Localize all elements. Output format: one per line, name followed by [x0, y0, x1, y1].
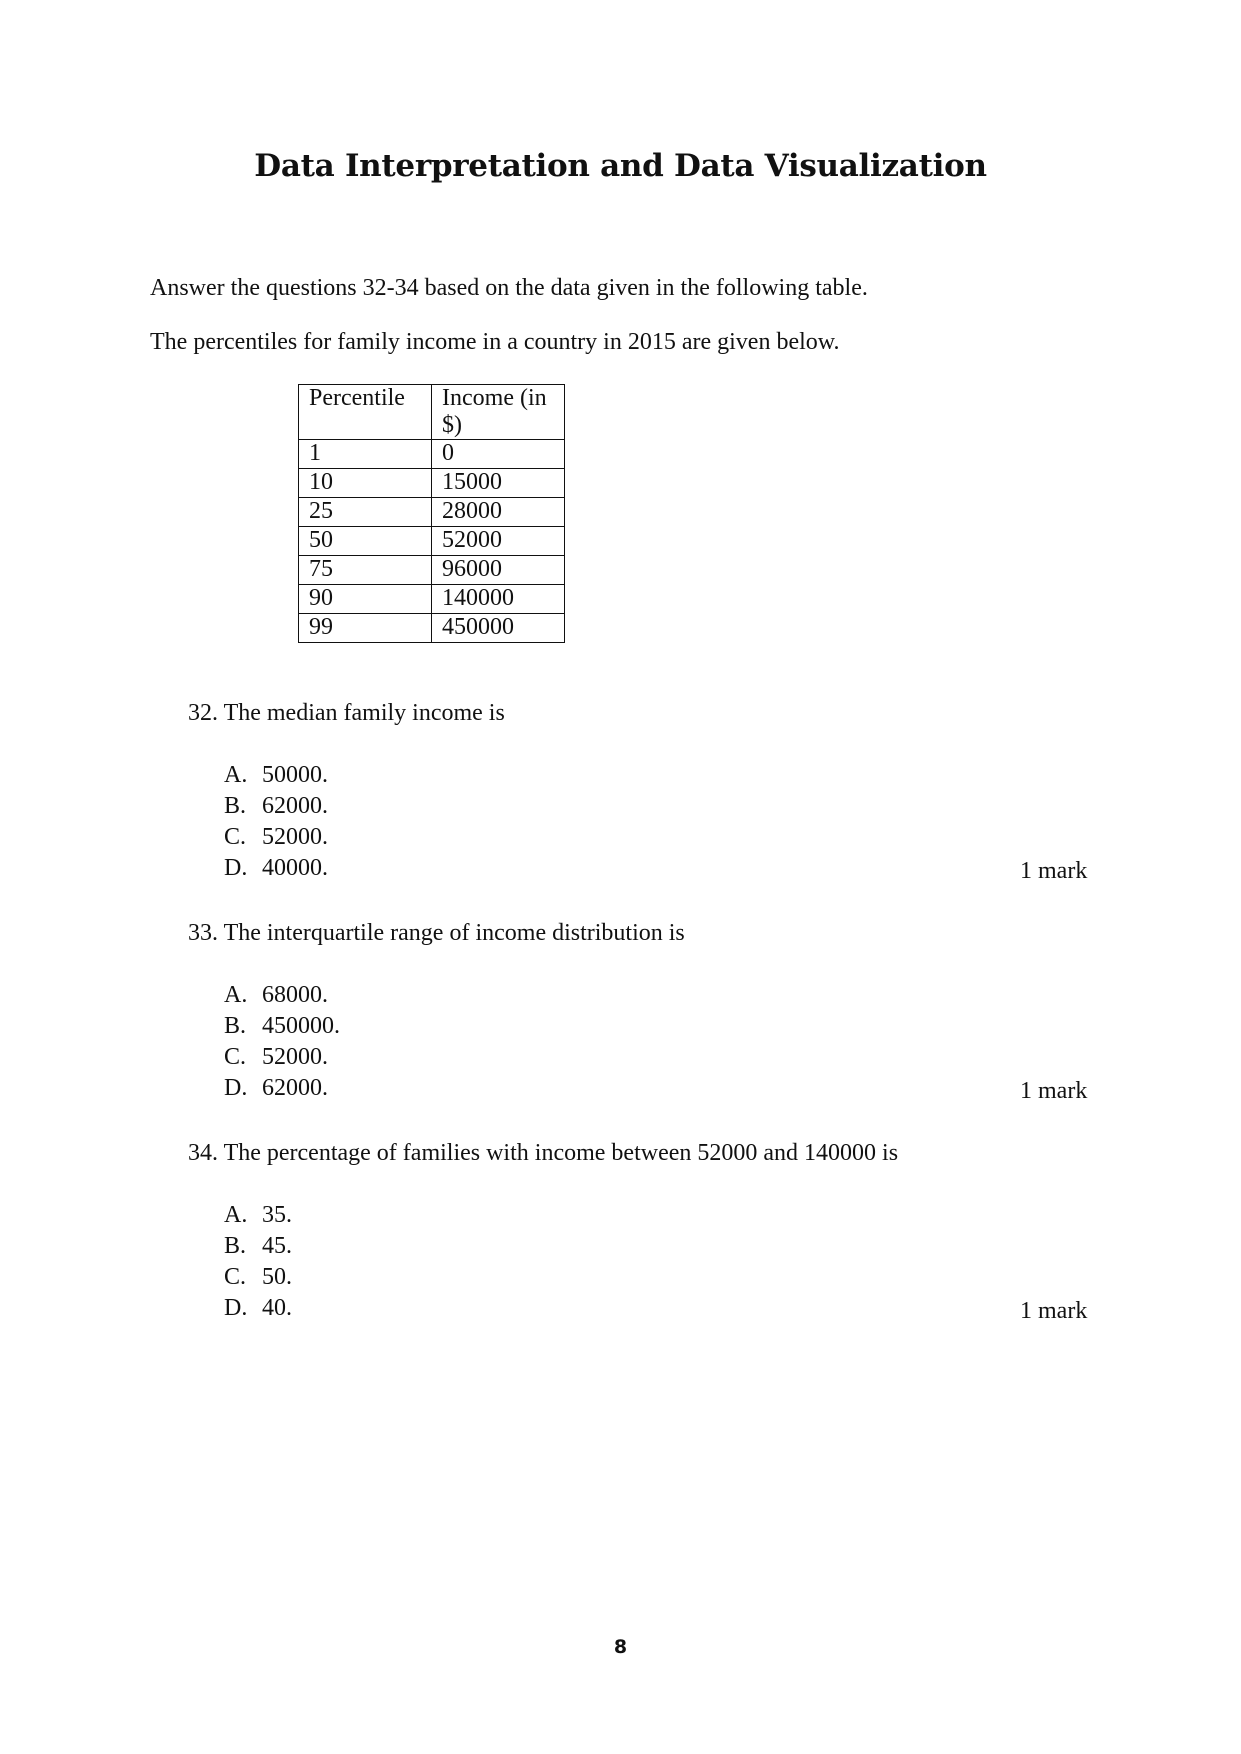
instructions-text: Answer the questions 32-34 based on the data given in the following table. [150, 275, 868, 301]
page-number: 8 [613, 1636, 628, 1658]
option-c [224, 1262, 292, 1293]
option-letter: C. [224, 1264, 247, 1290]
table-row [299, 498, 565, 527]
option-text: 45. [262, 1233, 292, 1259]
option-a [224, 760, 328, 791]
option-c [224, 1042, 340, 1073]
percentile-cell: 75 [299, 556, 432, 585]
option-text: 50000. [262, 762, 328, 788]
option-text: 62000. [262, 793, 328, 819]
option-d [224, 1073, 340, 1104]
option-letter: D. [224, 1075, 248, 1101]
option-b [224, 791, 328, 822]
table-row [299, 469, 565, 498]
question-34-text: 34. The percentage of families with income between 52000 and 140000 is [188, 1140, 899, 1166]
table-description: The percentiles for family income in a country in 2015 are given below. [150, 329, 840, 355]
option-letter: D. [224, 1295, 248, 1321]
percentile-cell: 10 [299, 469, 432, 498]
option-text: 450000. [262, 1013, 340, 1039]
income-cell: 96000 [432, 556, 565, 585]
income-cell: 0 [432, 440, 565, 469]
percentile-cell: 25 [299, 498, 432, 527]
option-a [224, 1200, 292, 1231]
table-row [299, 527, 565, 556]
option-text: 68000. [262, 982, 328, 1008]
option-letter: A. [224, 982, 248, 1008]
income-cell: 15000 [432, 469, 565, 498]
percentile-cell: 1 [299, 440, 432, 469]
column-header-percentile: Percentile [299, 385, 432, 440]
table-row [299, 614, 565, 643]
income-cell: 140000 [432, 585, 565, 614]
option-text: 62000. [262, 1075, 328, 1101]
question-34-options [224, 1200, 292, 1324]
table-row [299, 585, 565, 614]
question-33-options [224, 980, 340, 1104]
option-letter: D. [224, 855, 248, 881]
option-text: 40. [262, 1295, 292, 1321]
table-row [299, 440, 565, 469]
option-letter: B. [224, 1013, 247, 1039]
question-33-marks: 1 mark [1020, 1078, 1088, 1104]
option-b [224, 1231, 292, 1262]
percentile-income-table [298, 384, 565, 643]
option-letter: C. [224, 824, 247, 850]
question-33-text: 33. The interquartile range of income distribution is [188, 920, 685, 946]
option-letter: C. [224, 1044, 247, 1070]
option-letter: B. [224, 1233, 247, 1259]
table-row [299, 556, 565, 585]
option-text: 52000. [262, 1044, 328, 1070]
question-32-marks: 1 mark [1020, 858, 1088, 884]
income-cell: 52000 [432, 527, 565, 556]
option-d [224, 853, 328, 884]
page-title: Data Interpretation and Data Visualization [254, 148, 987, 184]
option-letter: A. [224, 762, 248, 788]
percentile-cell: 99 [299, 614, 432, 643]
option-text: 40000. [262, 855, 328, 881]
percentile-cell: 90 [299, 585, 432, 614]
option-letter: A. [224, 1202, 248, 1228]
option-letter: B. [224, 793, 247, 819]
question-32-options [224, 760, 328, 884]
table-header-row [299, 385, 565, 440]
income-cell: 28000 [432, 498, 565, 527]
option-d [224, 1293, 292, 1324]
option-a [224, 980, 340, 1011]
option-b [224, 1011, 340, 1042]
option-text: 52000. [262, 824, 328, 850]
question-34-marks: 1 mark [1020, 1298, 1088, 1324]
option-text: 50. [262, 1264, 292, 1290]
question-32-text: 32. The median family income is [188, 700, 505, 726]
income-cell: 450000 [432, 614, 565, 643]
percentile-cell: 50 [299, 527, 432, 556]
column-header-income: Income (in $) [432, 385, 565, 440]
option-c [224, 822, 328, 853]
option-text: 35. [262, 1202, 292, 1228]
